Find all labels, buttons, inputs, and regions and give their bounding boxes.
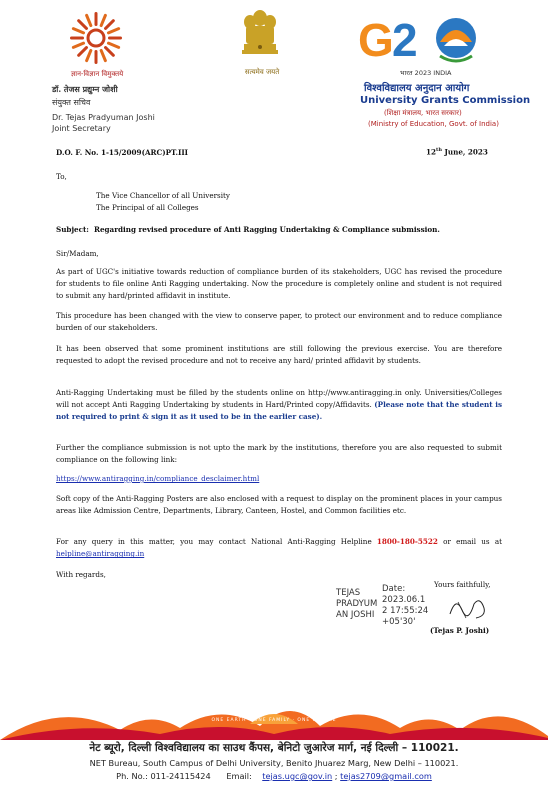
national-emblem-icon [238, 6, 282, 68]
salutation: Sir/Madam, [56, 249, 99, 258]
paragraph-7: For any query in this matter, you may contact National Anti-Ragging Helpline 1800-180-5522 or email us at helpline@antiragging.in [56, 537, 502, 559]
sender-title: Joint Secretary [52, 124, 111, 133]
paragraph-2: This procedure has been changed with the view to conserve paper, to protect our environment and to reduce compliance burden of our stakeholders. [56, 311, 502, 333]
closing: With regards, [56, 570, 106, 579]
org-hindi-name: विश्वविद्यालय अनुदान आयोग [364, 83, 470, 94]
paragraph-3: It has been observed that some prominent institutions are still following the previous exercise. You are therefore requested to adopt the revised procedure and not to receive any hard/ printed affidavit by students. [56, 344, 502, 366]
footer-email-1[interactable]: tejas.ugc@gov.in [262, 771, 333, 781]
emblem-caption: सत्यमेव जयते [244, 68, 280, 76]
recipient-line-2: The Principal of all Colleges [96, 203, 199, 212]
paragraph-1: As part of UGC's initiative towards reduction of compliance burden of its stakeholders, UGC has revised the procedure for students to file online Anti Ragging undertaking. Now the procedure is completely online and student is not required to submit any hard/printed affidavit in institute. [56, 267, 502, 301]
ugc-logo [66, 8, 126, 68]
helpline-email-link[interactable]: helpline@antiragging.in [56, 549, 145, 559]
footer-email-2[interactable]: tejas2709@gmail.com [340, 771, 432, 781]
ugc-logo-caption: ज्ञान-विज्ञान विमुक्तये [70, 70, 124, 78]
to-label: To, [56, 172, 67, 181]
sender-name: Dr. Tejas Pradyuman Joshi [52, 113, 155, 122]
ministry-hindi: (शिक्षा मंत्रालय, भारत सरकार) [384, 109, 462, 117]
digital-signature-name: TEJAS PRADYUM AN JOSHI [336, 588, 378, 620]
footer-address-hindi: नेट ब्यूरो, दिल्ली विश्वविद्यालय का साउथ कैंपस, बेनिटो जुआरेज मार्ग, नई दिल्ली – 110021. [89, 742, 459, 754]
sender-hindi-name: डॉ. तेजस प्रद्युम्न जोशी [52, 84, 118, 94]
sender-hindi-title: संयुक्त सचिव [52, 98, 91, 107]
org-name: University Grants Commission [360, 95, 531, 106]
subject-line: Subject: Regarding revised procedure of Anti Ragging Undertaking & Compliance submission. [56, 225, 440, 234]
reference-number: D.O. F. No. 1-15/2009(ARC)PT.III [56, 148, 189, 157]
digital-signature-date: Date: 2023.06.1 2 17:55:24 +05'30' [382, 584, 429, 627]
paragraph-5: Further the compliance submission is not upto the mark by the institutions, therefore you are also requested to submit compliance on the following link: [56, 443, 502, 465]
footer-motto: ONE EARTH · ONE FAMILY · ONE FUTURE [211, 718, 337, 723]
g20-logo [358, 12, 498, 70]
helpline-number: 1800-180-5522 [376, 537, 438, 546]
footer-contact: Ph. No.: 011-24115424 Email: tejas.ugc@gov.in ; tejas2709@gmail.com [116, 771, 432, 781]
paragraph-4: Anti-Ragging Undertaking must be filled by the students online on http://www.antiragging.in only. Universities/Colleges will not accept Anti Ragging Undertaking by students in Hard/Printed copy/Affidavits. (Please note that the student is not required to print & sign it as it used to be in the earlier case). [56, 388, 503, 422]
footer-address-english: NET Bureau, South Campus of Delhi University, Benito Jhuarez Marg, New Delhi – 110021. [89, 758, 459, 768]
g20-subtitle: भारत 2023 INDIA [400, 69, 452, 77]
ministry-english: (Ministry of Education, Govt. of India) [368, 120, 499, 128]
svg-text:G: G [358, 14, 394, 66]
svg-text:2: 2 [392, 14, 418, 66]
letter-date: 12th June, 2023 [426, 147, 488, 157]
handwritten-signature [446, 592, 492, 626]
footer-hindi-tag: वसुधैव कुटुम्बकम् [255, 705, 293, 712]
recipient-line-1: The Vice Chancellor of all University [96, 191, 230, 200]
signatory-name: (Tejas P. Joshi) [430, 626, 490, 635]
paragraph-6: Soft copy of the Anti-Ragging Posters are also enclosed with a request to display on the prominent places in your campus areas like Admission Centre, Departments, Library, Canteen, Hostel, and Common facilities etc. [56, 494, 502, 516]
compliance-link[interactable]: https://www.antiragging.in/compliance_desclaimer.html [56, 474, 260, 483]
yours-faithfully: Yours faithfully, [434, 580, 491, 589]
